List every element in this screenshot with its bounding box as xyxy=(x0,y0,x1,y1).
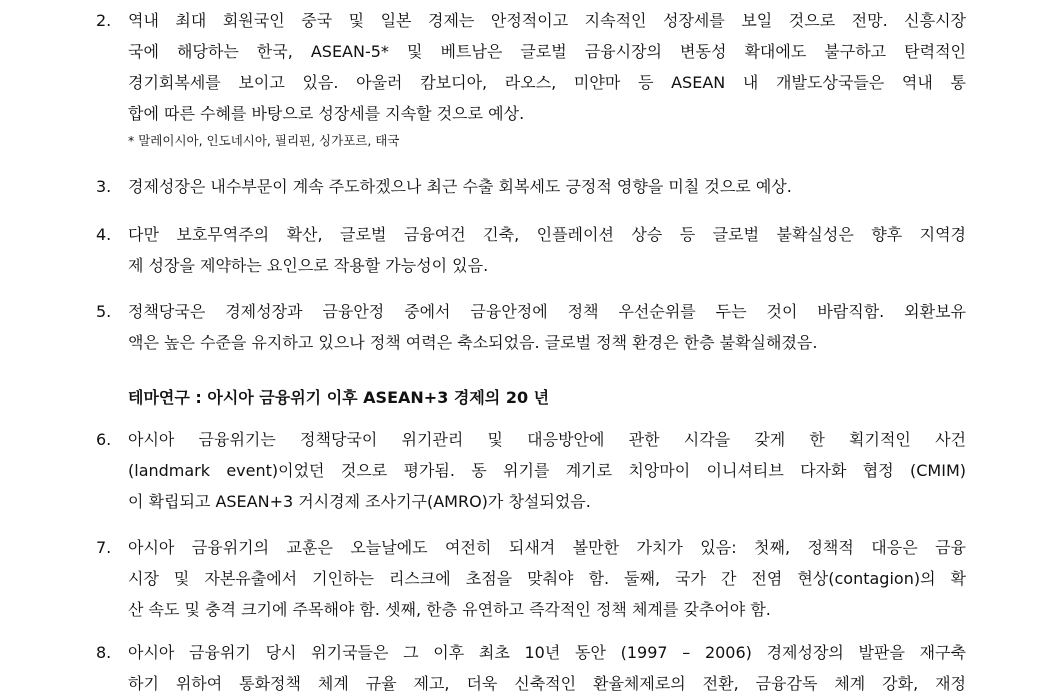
paragraph-line: 제 성장을 제약하는 요인으로 작용할 가능성이 있음. xyxy=(128,256,489,275)
paragraph-number: 7. xyxy=(96,538,112,557)
paragraph-line: 아시아 금융위기의 교훈은 오늘날에도 여전히 되새겨 볼만한 가치가 있음: 첫째, 정책적 대응은 금융 xyxy=(128,538,966,557)
paragraph-number: 3. xyxy=(96,177,112,196)
paragraph-line: (landmark event)이었던 것으로 평가됨. 동 위기를 계기로 치앙마이 이니셔티브 다자화 협정 (CMIM) xyxy=(128,461,966,480)
paragraph-line: 정책당국은 경제성장과 금융안정 중에서 금융안정에 정책 우선순위를 두는 것이 바람직함. 외환보유 xyxy=(128,302,966,321)
paragraph-line: 시장 및 자본유출에서 기인하는 리스크에 초점을 맞춰야 함. 둘째, 국가 간 전염 현상(contagion)의 확 xyxy=(128,569,966,588)
paragraph-line: 산 속도 및 충격 크기에 주목해야 함. 셋째, 한층 유연하고 즉각적인 정책 체계를 갖추어야 함. xyxy=(128,600,771,619)
paragraph-line: 아시아 금융위기 당시 위기국들은 그 이후 최초 10년 동안 (1997 – 2006) 경제성장의 발판을 재구축 xyxy=(128,643,966,662)
paragraph-number: 4. xyxy=(96,225,112,244)
paragraph-line: 경기회복세를 보이고 있음. 아울러 캄보디아, 라오스, 미얀마 등 ASEAN 내 개발도상국들은 역내 통 xyxy=(128,73,966,92)
paragraph-line: 다만 보호무역주의 확산, 글로벌 금융여건 긴축, 인플레이션 상승 등 글로벌 불확실성은 향후 지역경 xyxy=(128,225,966,244)
paragraph-number: 5. xyxy=(96,302,112,321)
paragraph-line: 국에 해당하는 한국, ASEAN-5* 및 베트남은 글로벌 금융시장의 변동성 확대에도 불구하고 탄력적인 xyxy=(128,42,966,61)
paragraph-line: 이 확립되고 ASEAN+3 거시경제 조사기구(AMRO)가 창설되었음. xyxy=(128,492,591,511)
paragraph-number: 2. xyxy=(96,11,112,30)
paragraph-line: 합에 따른 수혜를 바탕으로 성장세를 지속할 것으로 예상. xyxy=(128,104,525,123)
paragraph-line: 경제성장은 내수부문이 계속 주도하겠으나 최근 수출 회복세도 긍정적 영향을 미칠 것으로 예상. xyxy=(128,177,792,196)
paragraph-number: 6. xyxy=(96,430,112,449)
section-heading: 테마연구 : 아시아 금융위기 이후 ASEAN+3 경제의 20 년 xyxy=(128,388,550,407)
paragraph-number: 8. xyxy=(96,643,112,662)
paragraph-line: 아시아 금융위기는 정책당국이 위기관리 및 대응방안에 관한 시각을 갖게 한 획기적인 사건 xyxy=(128,430,966,449)
paragraph-line: 역내 최대 회원국인 중국 및 일본 경제는 안정적이고 지속적인 성장세를 보일 것으로 전망. 신흥시장 xyxy=(128,11,966,30)
paragraph-line: 하기 위하여 통화정책 체계 규율 제고, 더욱 신축적인 환율체제로의 전환, 금융감독 체계 강화, 재정 xyxy=(128,674,966,693)
paragraph-line: 액은 높은 수준을 유지하고 있으나 정책 여력은 축소되었음. 글로벌 정책 환경은 한층 불확실해졌음. xyxy=(128,333,818,352)
footnote: * 말레이시아, 인도네시아, 필리핀, 싱가포르, 태국 xyxy=(128,133,400,148)
